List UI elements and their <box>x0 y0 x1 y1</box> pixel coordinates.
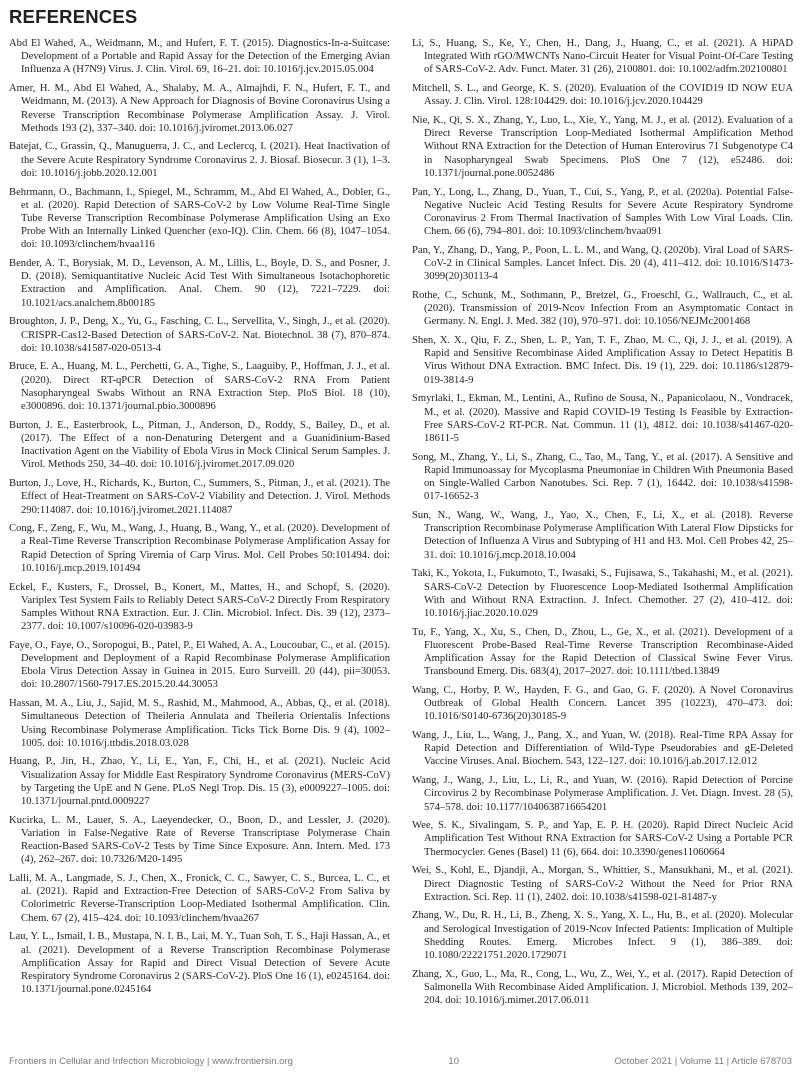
footer-journal: Frontiers in Cellular and Infection Microbiology | www.frontiersin.org <box>9 1056 293 1067</box>
reference-entry: Hassan, M. A., Liu, J., Sajid, M. S., Rashid, M., Mahmood, A., Abbas, Q., et al. (2018). Simultaneous Detection of Theileria Annulata and Theileria Orientalis Infections Using Recombinase Polymerase Amplification. Ticks Tick Borne Dis. 9 (4), 1002–1005. doi: 10.1016/j.ttbdis.2018.03.028 <box>9 698 390 749</box>
reference-entry: Wei, S., Kohl, E., Djandji, A., Morgan, S., Whittier, S., Mansukhani, M., et al. (2021). Direct Diagnostic Testing of SARS-CoV-2 Without the Need for Prior RNA Extraction. Sci. Rep. 11 (1), 2402. doi: 10.1038/s41598-021-81487-y <box>412 865 793 903</box>
reference-entry: Shen, X. X., Qiu, F. Z., Shen, L. P., Yan, T. F., Zhao, M. C., Qi, J. J., et al. (2019). A Rapid and Sensitive Recombinase Aided Amplification Assay to Detect Hepatitis B Virus Without DNA Extraction. BMC Infect. Dis. 19 (1), 229. doi: 10.1186/s12879-019-3814-9 <box>412 335 793 386</box>
reference-entry: Smyrlaki, I., Ekman, M., Lentini, A., Rufino de Sousa, N., Papanicolaou, N., Vondracek, M., et al. (2020). Massive and Rapid COVID-19 Testing Is Feasible by Extraction-Free SARS-CoV-2 RT-PCR. Nat. Commun. 11 (1), 4812. doi: 10.1038/s41467-020-18611-5 <box>412 393 793 444</box>
reference-entry: Rothe, C., Schunk, M., Sothmann, P., Bretzel, G., Froeschl, G., Wallrauch, C., et al. (2020). Transmission of 2019-Ncov Infection From an Asymptomatic Contact in Germany. N. Engl. J. Med. 382 (10), 970–971. doi: 10.1056/NEJMc2001468 <box>412 289 793 328</box>
reference-entry: Batejat, C., Grassin, Q., Manuguerra, J. C., and Leclercq, I. (2021). Heat Inactivation of the Severe Acute Respiratory Syndrome Coronavirus 2. J. Biosaf. Biosecur. 3 (1), 1–3. doi: 10.1016/j.jobb.2020.12.001 <box>9 141 390 179</box>
footer-page-number: 10 <box>448 1056 459 1067</box>
reference-entry: Bender, A. T., Borysiak, M. D., Levenson, A. M., Lillis, L., Boyle, D. S., and Posner, J. D. (2018). Semiquantitative Nucleic Acid Test With Simultaneous Isotachophoretic Extraction and Amplification. Anal. Chem. 90 (12), 7221–7229. doi: 10.1021/acs.analchem.8b00185 <box>9 258 390 309</box>
reference-entry: Huang, P., Jin, H., Zhao, Y., Li, E., Yan, F., Chi, H., et al. (2021). Nucleic Acid Visualization Assay for Middle East Respiratory Syndrome Coronavirus (MERS-CoV) by Targeting the UpE and N Gene. PLoS Negl Trop. Dis. 15 (3), e0009227–1005. doi: 10.1371/journal.pntd.0009227 <box>9 756 390 808</box>
reference-entry: Pan, Y., Zhang, D., Yang, P., Poon, L. L. M., and Wang, Q. (2020b). Viral Load of SARS-CoV-2 in Clinical Samples. Lancet Infect. Dis. 20 (4), 411–412. doi: 10.1016/S1473-3099(20)30113-4 <box>412 244 793 283</box>
reference-entry: Amer, H. M., Abd El Wahed, A., Shalaby, M. A., Almajhdi, F. N., Hufert, F. T., and Weidmann, M. (2013). A New Approach for Diagnosis of Bovine Coronavirus Using a Reverse Transcription Recombinase Polymerase Amplification Assay. J. Virol. Methods 193 (2), 337–340. doi: 10.1016/j.jviromet.2013.06.027 <box>9 83 390 134</box>
reference-entry: Li, S., Huang, S., Ke, Y., Chen, H., Dang, J., Huang, C., et al. (2021). A HiPAD Integrated With rGO/MWCNTs Nano-Circuit Heater for Visual Point-Of-Care Testing of SARS-CoV-2. Adv. Funct. Mater. 31 (26), 2100801. doi: 10.1002/adfm.202100801 <box>412 38 793 76</box>
reference-entry: Burton, J. E., Easterbrook, L., Pitman, J., Anderson, D., Roddy, S., Bailey, D., et al. (2017). The Effect of a non-Denaturing Detergent and a Guanidinium-Based Inactivation Agent on the Viability of Ebola Virus in Mock Clinical Serum Samples. J. Virol. Methods 250, 34–40. doi: 10.1016/j.jviromet.2017.09.020 <box>9 419 390 471</box>
reference-entry: Bruce, E. A., Huang, M. L., Perchetti, G. A., Tighe, S., Laaguiby, P., Hoffman, J. J., et al. (2020). Direct RT-qPCR Detection of SARS-CoV-2 RNA From Patient Nasopharyngeal Swabs Without an RNA Extraction Step. PloS Biol. 18 (10), e3000896. doi: 10.1371/journal.pbio.3000896 <box>9 361 390 413</box>
reference-entry: Lalli, M. A., Langmade, S. J., Chen, X., Fronick, C. C., Sawyer, C. S., Burcea, L. C., et al. (2021). Rapid and Extraction-Free Detection of SARS-CoV-2 From Saliva by Colorimetric Reverse-Transcription Loop-Mediated Isothermal Amplification. Clin. Chem. 67 (2), 415–424. doi: 10.1093/clinchem/hvaa267 <box>9 873 390 924</box>
references-heading: REFERENCES <box>9 6 138 27</box>
reference-entry: Wang, C., Horby, P. W., Hayden, F. G., and Gao, G. F. (2020). A Novel Coronavirus Outbreak of Global Health Concern. Lancet 395 (10223), 470–473. doi: 10.1016/S0140-6736(20)30185-9 <box>412 684 793 723</box>
reference-entry: Eckel, F., Kusters, F., Drossel, B., Konert, M., Mattes, H., and Schopf, S. (2020). Variplex Test System Fails to Reliably Detect SARS-CoV-2 Directly From Respiratory Samples Without RNA Extraction. Eur. J. Clin. Microbiol. Infect. Dis. 39 (12), 2373–2377. doi: 10.1007/s10096-020-03983-9 <box>9 581 390 633</box>
references-column-left <box>9 37 390 1002</box>
reference-entry: Burton, J., Love, H., Richards, K., Burton, C., Summers, S., Pitman, J., et al. (2021). The Effect of Heat-Treatment on SARS-CoV-2 Viability and Detection. J. Virol. Methods 290:114087. doi: 10.1016/j.jviromet.2021.114087 <box>9 478 390 516</box>
reference-entry: Cong, F., Zeng, F., Wu, M., Wang, J., Huang, B., Wang, Y., et al. (2020). Development of a Real-Time Reverse Transcription Recombinase Polymerase Amplification Assay for Rapid Detection of Spring Viremia of Carp Virus. Mol. Cell Probes 50:101494. doi: 10.1016/j.mcp.2019.101494 <box>9 523 390 574</box>
reference-entry: Faye, O., Faye, O., Soropogui, B., Patel, P., El Wahed, A. A., Loucoubar, C., et al. (2015). Development and Deployment of a Rapid Recombinase Polymerase Amplification Ebola Virus Detection Assay in Guinea in 2015. Euro Surveill. 20 (44), pii=30053. doi: 10.2807/1560-7917.ES.2015.20.44.30053 <box>9 639 390 691</box>
reference-entry: Sun, N., Wang, W., Wang, J., Yao, X., Chen, F., Li, X., et al. (2018). Reverse Transcription Recombinase Polymerase Amplification With Lateral Flow Dipsticks for Detection of Influenza A Virus and Subtyping of H1 and H3. Mol. Cell Probes 42, 25–31. doi: 10.1016/j.mcp.2018.10.004 <box>412 510 793 561</box>
reference-entry: Zhang, X., Guo, L., Ma, R., Cong, L., Wu, Z., Wei, Y., et al. (2017). Rapid Detection of Salmonella With Recombinase Aided Amplification. J. Microbiol. Methods 139, 202–204. doi: 10.1016/j.mimet.2017.06.011 <box>412 968 793 1007</box>
reference-entry: Tu, F., Yang, X., Xu, S., Chen, D., Zhou, L., Ge, X., et al. (2021). Development of a Fluorescent Probe-Based Real-Time Reverse Transcription Recombinase-Aided Amplification Assay for the Rapid Detection of Classical Swine Fever Virus. Transbound Emerg. Dis. 683(4), 2017–2027. doi: 10.1111/tbed.13849 <box>412 626 793 678</box>
reference-entry: Lau, Y. L., Ismail, I. B., Mustapa, N. I. B., Lai, M. Y., Tuan Soh, T. S., Haji Hassan, A., et al. (2021). Development of a Reverse Transcription Recombinase Polymerase Amplification Assay for Rapid and Direct Visual Detection of Severe Acute Respiratory Syndrome Coronavirus 2 (SARS-CoV-2). PloS One 16 (1), e0245164. doi: 10.1371/journal.pone.0245164 <box>9 931 390 996</box>
reference-entry: Mitchell, S. L., and George, K. S. (2020). Evaluation of the COVID19 ID NOW EUA Assay. J. Clin. Virol. 128:104429. doi: 10.1016/j.jcv.2020.104429 <box>412 83 793 108</box>
reference-entry: Song, M., Zhang, Y., Li, S., Zhang, C., Tao, M., Tang, Y., et al. (2017). A Sensitive and Rapid Immunoassay for Mycoplasma Pneumoniae in Children With Pneumonia Based on Single-Walled Carbon Nanotubes. Sci. Rep. 7 (1), 16442. doi: 10.1038/s41598-017-16652-3 <box>412 451 793 503</box>
reference-entry: Zhang, W., Du, R. H., Li, B., Zheng, X. S., Yang, X. L., Hu, B., et al. (2020). Molecular and Serological Investigation of 2019-Ncov Infected Patients: Implication of Multiple Shedding Routes. Emerg. Microbes Infect. 9 (1), 386–389. doi: 10.1080/22221751.2020.1729071 <box>412 910 793 962</box>
reference-entry: Wang, J., Liu, L., Wang, J., Pang, X., and Yuan, W. (2018). Real-Time RPA Assay for Rapid Detection and Differentiation of Wild-Type Pseudorabies and gE-Deleted Vaccine Viruses. Anal. Biochem. 543, 122–127. doi: 10.1016/j.ab.2017.12.012 <box>412 730 793 768</box>
reference-entry: Broughton, J. P., Deng, X., Yu, G., Fasching, C. L., Servellita, V., Singh, J., et al. (2020). CRISPR-Cas12-Based Detection of SARS-CoV-2. Nat. Biotechnol. 38 (7), 870–874. doi: 10.1038/s41587-020-0513-4 <box>9 316 390 354</box>
reference-entry: Pan, Y., Long, L., Zhang, D., Yuan, T., Cui, S., Yang, P., et al. (2020a). Potential False-Negative Nucleic Acid Testing Results for Severe Acute Respiratory Syndrome Coronavirus 2 From Thermal Inactivation of Samples With Low Viral Loads. Clin. Chem. 66 (6), 794–801. doi: 10.1093/clinchem/hvaa091 <box>412 186 793 238</box>
page-footer <box>9 1056 792 1067</box>
reference-entry: Wee, S. K., Sivalingam, S. P., and Yap, E. P. H. (2020). Rapid Direct Nucleic Acid Amplification Test Without RNA Extraction for SARS-CoV-2 Using a Portable PCR Thermocycler. Genes (Basel) 11 (6), 664. doi: 10.3390/genes11060664 <box>412 820 793 858</box>
reference-entry: Nie, K., Qi, S. X., Zhang, Y., Luo, L., Xie, Y., Yang, M. J., et al. (2012). Evaluation of a Direct Reverse Transcription Loop-Mediated Isothermal Amplification Method Without RNA Extraction for the Detection of Human Enterovirus 71 Subgenotype C4 in Nasopharyngeal Swab Specimens. PloS One 7 (12), e52486. doi: 10.1371/journal.pone.0052486 <box>412 115 793 179</box>
reference-entry: Wang, J., Wang, J., Liu, L., Li, R., and Yuan, W. (2016). Rapid Detection of Porcine Circovirus 2 by Recombinase Polymerase Amplification. J. Vet. Diagn. Invest. 28 (5), 574–578. doi: 10.1177/1040638716654201 <box>412 775 793 813</box>
reference-entry: Kucirka, L. M., Lauer, S. A., Laeyendecker, O., Boon, D., and Lessler, J. (2020). Variation in False-Negative Rate of Reverse Transcriptase Polymerase Chain Reaction-Based SARS-CoV-2 Tests by Time Since Exposure. Ann. Intern. Med. 173 (4), 262–267. doi: 10.7326/M20-1495 <box>9 814 390 866</box>
references-column-right <box>412 37 793 1013</box>
reference-entry: Taki, K., Yokota, I., Fukumoto, T., Iwasaki, S., Fujisawa, S., Takahashi, M., et al. (2021). SARS-CoV-2 Detection by Fluorescence Loop-Mediated Isothermal Amplification With and Without RNA Extraction. J. Infect. Chemother. 27 (2), 410–412. doi: 10.1016/j.jiac.2020.10.029 <box>412 568 793 619</box>
reference-entry: Behrmann, O., Bachmann, I., Spiegel, M., Schramm, M., Abd El Wahed, A., Dobler, G., et al. (2020). Rapid Detection of SARS-CoV-2 by Low Volume Real-Time Single Tube Reverse Transcription Recombinase Polymerase Amplification Using an Exo Probe With an Internally Linked Quencher (exo-IQ). Clin. Chem. 66 (8), 1047–1054. doi: 10.1093/clinchem/hvaa116 <box>9 186 390 251</box>
footer-issue: October 2021 | Volume 11 | Article 678703 <box>614 1056 792 1067</box>
reference-entry: Abd El Wahed, A., Weidmann, M., and Hufert, F. T. (2015). Diagnostics-In-a-Suitcase: Development of a Portable and Rapid Assay for the Detection of the Emerging Avian Influenza A (H7N9) Virus. J. Clin. Virol. 69, 16–21. doi: 10.1016/j.jcv.2015.05.004 <box>9 38 390 76</box>
